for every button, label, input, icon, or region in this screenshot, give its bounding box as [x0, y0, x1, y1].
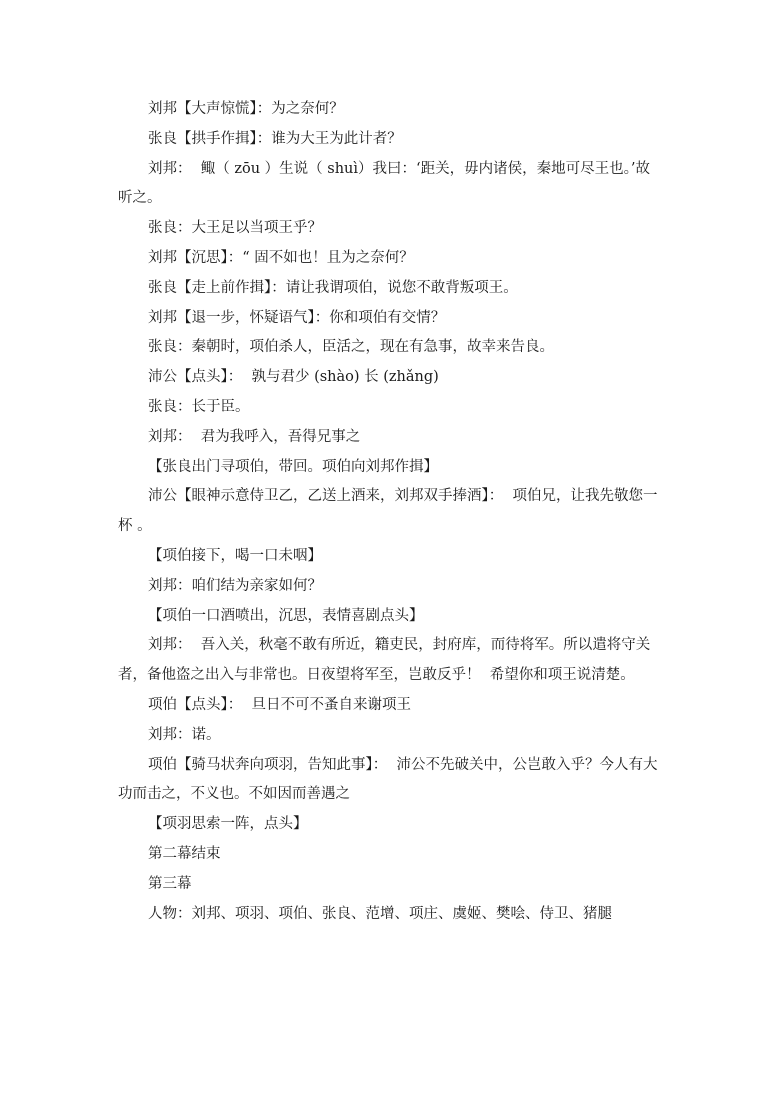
paragraph: 张良：秦朝时，项伯杀人，臣活之，现在有急事，故幸来告良。 — [148, 339, 554, 356]
paragraph: 刘邦【大声惊慌】：为之奈何？ — [148, 101, 344, 117]
paragraph: 刘邦：咱们结为亲家如何？ — [148, 577, 322, 594]
paragraph: 张良【走上前作揖】：请让我谓项伯，说您不敢背叛项王。 — [148, 279, 518, 296]
script-text-body — [118, 95, 663, 929]
paragraph: 沛公【点头】： 孰与君少 (shào) 长 (zhǎng) — [148, 369, 439, 386]
paragraph: 刘邦： 吾入关，秋毫不敢有所近，籍吏民，封府库，而待将军。所以遣将守关者，备他盗之出入与非常也。日夜望将军至，岂敢反乎！ 希望你和项王说清楚。 — [118, 637, 651, 684]
stage-direction: 【项伯一口酒喷出，沉思，表情喜剧点头】 — [148, 607, 424, 624]
paragraph: 项伯【骑马状奔向项羽，告知此事】： 沛公不先破关中，公岂敢入乎？今人有大功而击之，不义也。不如因而善遇之 — [118, 756, 658, 803]
paragraph: 张良【拱手作揖】：谁为大王为此计者？ — [148, 130, 402, 147]
paragraph: 刘邦【沉思】：“ 固不如也！且为之奈何？ — [148, 249, 414, 266]
paragraph: 刘邦：诺。 — [148, 726, 221, 743]
paragraph: 张良：大王足以当项王乎？ — [148, 220, 322, 237]
stage-direction: 【项伯接下，喝一口未咽】 — [148, 547, 322, 564]
act-end-heading: 第二幕结束 — [148, 845, 221, 862]
stage-direction: 【张良出门寻项伯，带回。项伯向刘邦作揖】 — [148, 458, 438, 475]
paragraph: 张良：长于臣。 — [148, 398, 250, 415]
paragraph: 刘邦： 君为我呼入，吾得兄事之 — [148, 428, 361, 445]
paragraph: 刘邦【退一步，怀疑语气】：你和项伯有交情？ — [148, 309, 446, 326]
act-heading: 第三幕 — [148, 875, 192, 892]
character-list: 人物：刘邦、项羽、项伯、张良、范增、项庄、虞姬、樊哙、侍卫、猪腿 — [148, 905, 612, 922]
paragraph: 沛公【眼神示意侍卫乙，乙送上酒来，刘邦双手捧酒】： 项伯兄，让我先敬您一杯 。 — [118, 488, 658, 535]
paragraph: 项伯【点头】： 旦日不可不蚤自来谢项王 — [148, 696, 411, 713]
paragraph: 刘邦： 鲰（ zōu ）生说（ shuì）我曰：‘距关，毋内诸侯，秦地可尽王也。’故听之。 — [118, 160, 650, 207]
stage-direction: 【项羽思索一阵，点头】 — [148, 816, 308, 833]
